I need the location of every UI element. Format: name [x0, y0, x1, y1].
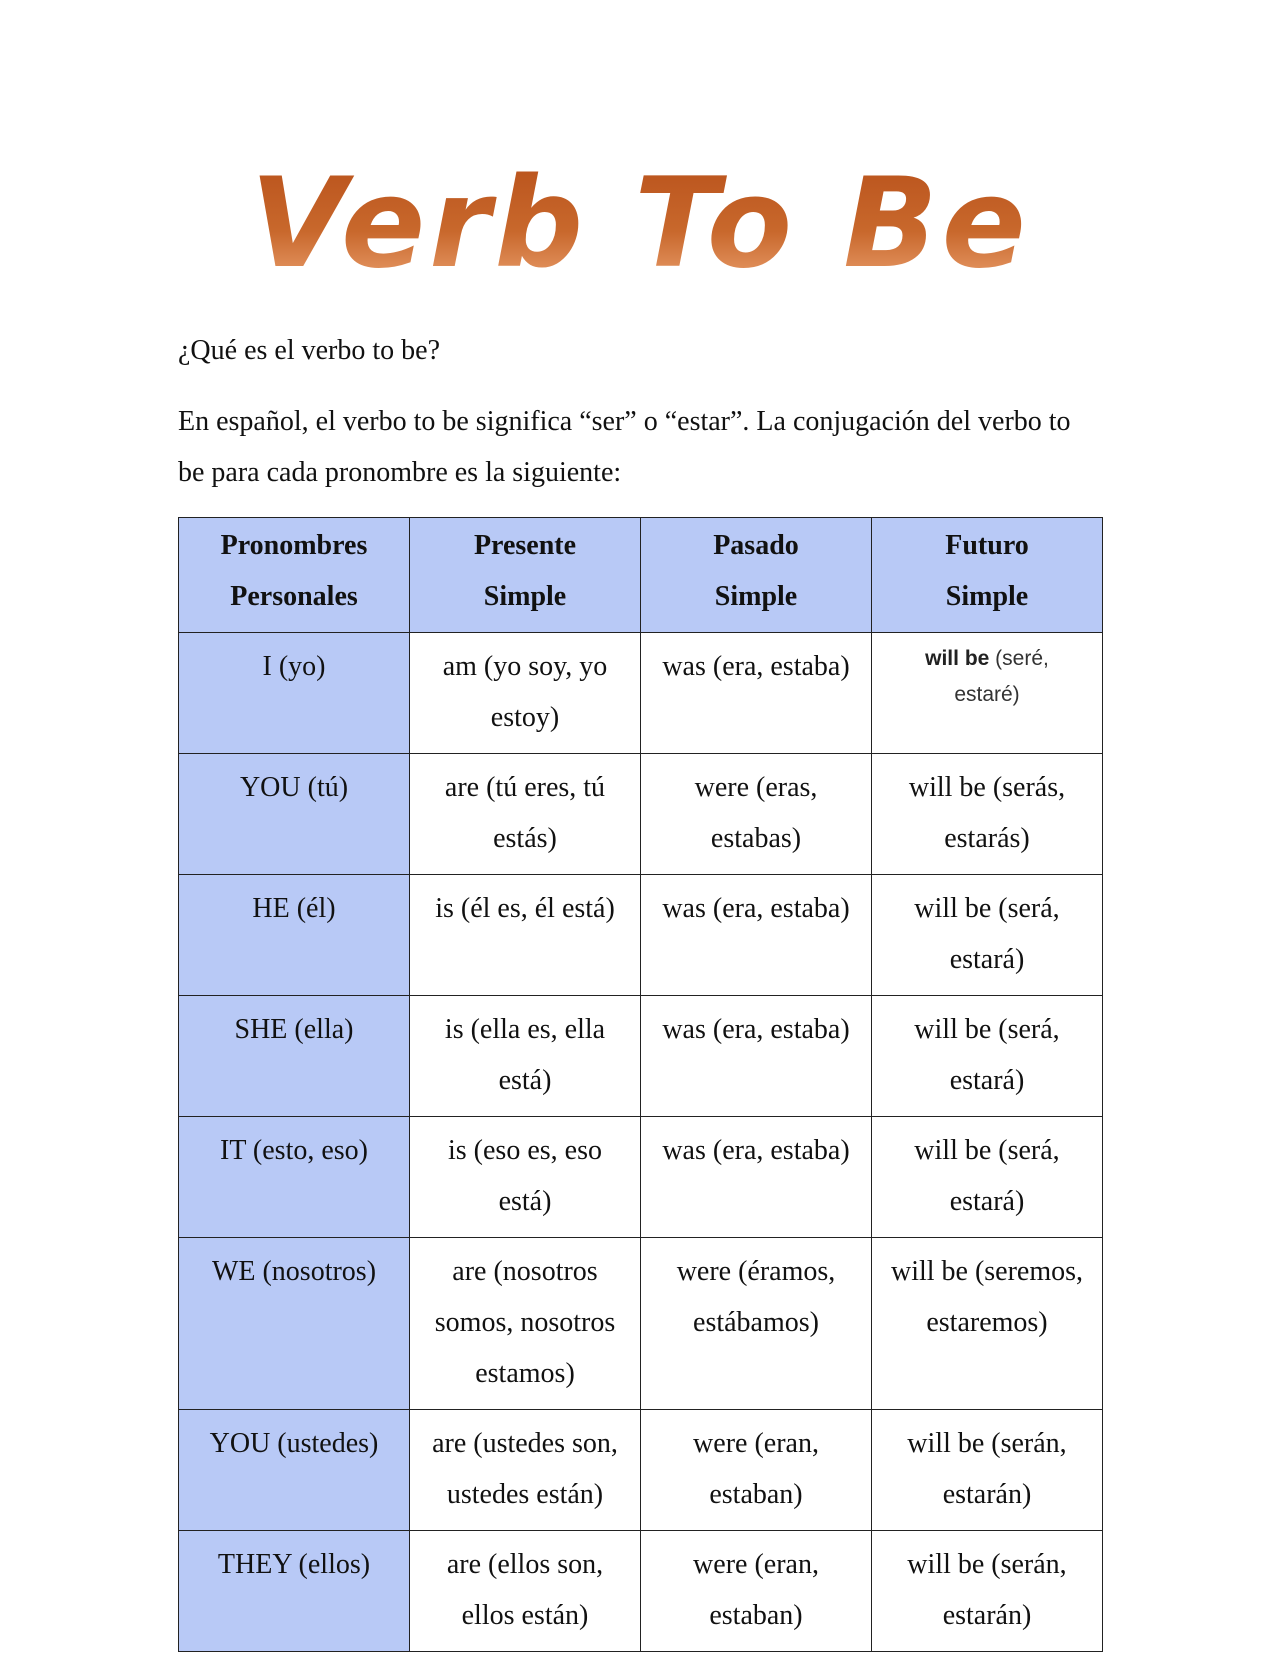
past-cell: [641, 996, 872, 1117]
future-cell: [872, 996, 1103, 1117]
pronoun-cell: YOU (ustedes): [179, 1410, 410, 1531]
cell-line: are (nosotros: [452, 1256, 598, 1287]
future-cell: [872, 633, 1103, 754]
cell-line: estaban): [709, 1479, 803, 1510]
cell-line: is (ella es, ella: [444, 1014, 606, 1045]
present-cell: [410, 1531, 641, 1652]
header-line: Simple: [714, 581, 798, 612]
present-cell: [410, 633, 641, 754]
header-line: Presente: [473, 530, 577, 561]
table-row: [179, 1410, 1103, 1531]
past-cell: [641, 1117, 872, 1238]
question-heading: ¿Qué es el verbo to be?: [178, 335, 440, 366]
pronoun-cell: I (yo): [179, 633, 410, 754]
cell-line: will be (serás,: [908, 772, 1066, 803]
past-cell: [641, 633, 872, 754]
past-cell: [641, 875, 872, 996]
cell-line: were (eran,: [693, 1428, 819, 1459]
present-cell: [410, 1117, 641, 1238]
present-cell: [410, 1238, 641, 1410]
present-cell: [410, 1410, 641, 1531]
pronoun-cell: SHE (ella): [179, 996, 410, 1117]
cell-line: am (yo soy, yo: [442, 651, 608, 682]
header-line: Pronombres: [220, 530, 368, 561]
table-header-row: [179, 518, 1103, 633]
future-cell: [872, 1531, 1103, 1652]
cell-line: estarán): [942, 1479, 1032, 1510]
future-bold-text: will be: [925, 647, 990, 670]
cell-line: ellos están): [461, 1600, 589, 1631]
table-row: [179, 1238, 1103, 1410]
header-pasado: [641, 518, 872, 633]
cell-line: está): [498, 1186, 552, 1217]
future-cell: [872, 1117, 1103, 1238]
cell-line: were (eran,: [693, 1549, 819, 1580]
intro-line-2: be para cada pronombre es la siguiente:: [178, 457, 622, 488]
title-text: Verb To Be: [250, 152, 1030, 296]
cell-line: will be (serán,: [907, 1428, 1067, 1459]
cell-line: will be (será,: [914, 893, 1060, 924]
conjugation-table: [178, 517, 1103, 1652]
present-cell: [410, 875, 641, 996]
header-presente: [410, 518, 641, 633]
cell-line: are (tú eres, tú: [444, 772, 606, 803]
header-line: Simple: [483, 581, 567, 612]
cell-line: were (eras,: [694, 772, 818, 803]
cell-line: was (era, estaba): [662, 893, 850, 924]
future-cell: [872, 1238, 1103, 1410]
cell-line: estás): [493, 823, 557, 854]
table-row: [179, 1531, 1103, 1652]
table-row: [179, 996, 1103, 1117]
table-row: [179, 1117, 1103, 1238]
intro-paragraph: [178, 396, 1118, 498]
cell-line: estaban): [709, 1600, 803, 1631]
cell-line: estarás): [944, 823, 1030, 854]
header-line: Futuro: [945, 530, 1029, 561]
past-cell: [641, 1410, 872, 1531]
cell-line: [882, 641, 1092, 677]
pronoun-cell: THEY (ellos): [179, 1531, 410, 1652]
present-cell: [410, 754, 641, 875]
cell-line: are (ellos son,: [446, 1549, 604, 1580]
cell-line: will be (será,: [914, 1014, 1060, 1045]
past-cell: [641, 754, 872, 875]
pronoun-cell: YOU (tú): [179, 754, 410, 875]
cell-line: will be (serán,: [907, 1549, 1067, 1580]
future-cell: [872, 1410, 1103, 1531]
cell-line: is (eso es, eso: [448, 1135, 602, 1166]
cell-line: are (ustedes son,: [432, 1428, 618, 1459]
table-row: [179, 633, 1103, 754]
title-graphic: [0, 148, 1280, 298]
header-line: Simple: [945, 581, 1029, 612]
intro-line-1: En español, el verbo to be significa “ser” o “estar”. La conjugación del verbo to: [178, 406, 1071, 437]
cell-line: estará): [949, 1065, 1025, 1096]
cell-line: ustedes están): [446, 1479, 604, 1510]
cell-line: estamos): [475, 1358, 575, 1389]
cell-line: estabas): [710, 823, 802, 854]
pronoun-cell: IT (esto, eso): [179, 1117, 410, 1238]
past-cell: [641, 1238, 872, 1410]
cell-line: estará): [949, 1186, 1025, 1217]
past-cell: [641, 1531, 872, 1652]
present-cell: [410, 996, 641, 1117]
pronoun-cell: WE (nosotros): [179, 1238, 410, 1410]
cell-line: estará): [949, 944, 1025, 975]
cell-line: estaremos): [926, 1307, 1048, 1338]
cell-line: estarán): [942, 1600, 1032, 1631]
cell-line: will be (será,: [914, 1135, 1060, 1166]
header-futuro: [872, 518, 1103, 633]
future-cell: [872, 875, 1103, 996]
cell-line: somos, nosotros: [434, 1307, 616, 1338]
table-row: [179, 875, 1103, 996]
cell-line: will be (seremos,: [890, 1256, 1084, 1287]
future-rest-text: (seré,: [989, 647, 1049, 670]
cell-line: estoy): [490, 702, 560, 733]
page-title: [0, 148, 1280, 298]
cell-line: is (él es, él está): [435, 893, 615, 924]
future-cell: [872, 754, 1103, 875]
cell-line: estábamos): [693, 1307, 819, 1338]
header-line: Pasado: [713, 530, 799, 561]
pronoun-cell: HE (él): [179, 875, 410, 996]
cell-line: was (era, estaba): [662, 1135, 850, 1166]
cell-line: were (éramos,: [676, 1256, 836, 1287]
cell-line: was (era, estaba): [662, 1014, 850, 1045]
cell-line: estaré): [954, 683, 1020, 706]
header-pronombres: [179, 518, 410, 633]
cell-line: was (era, estaba): [662, 651, 850, 682]
table-row: [179, 754, 1103, 875]
header-line: Personales: [230, 581, 358, 612]
cell-line: está): [498, 1065, 552, 1096]
